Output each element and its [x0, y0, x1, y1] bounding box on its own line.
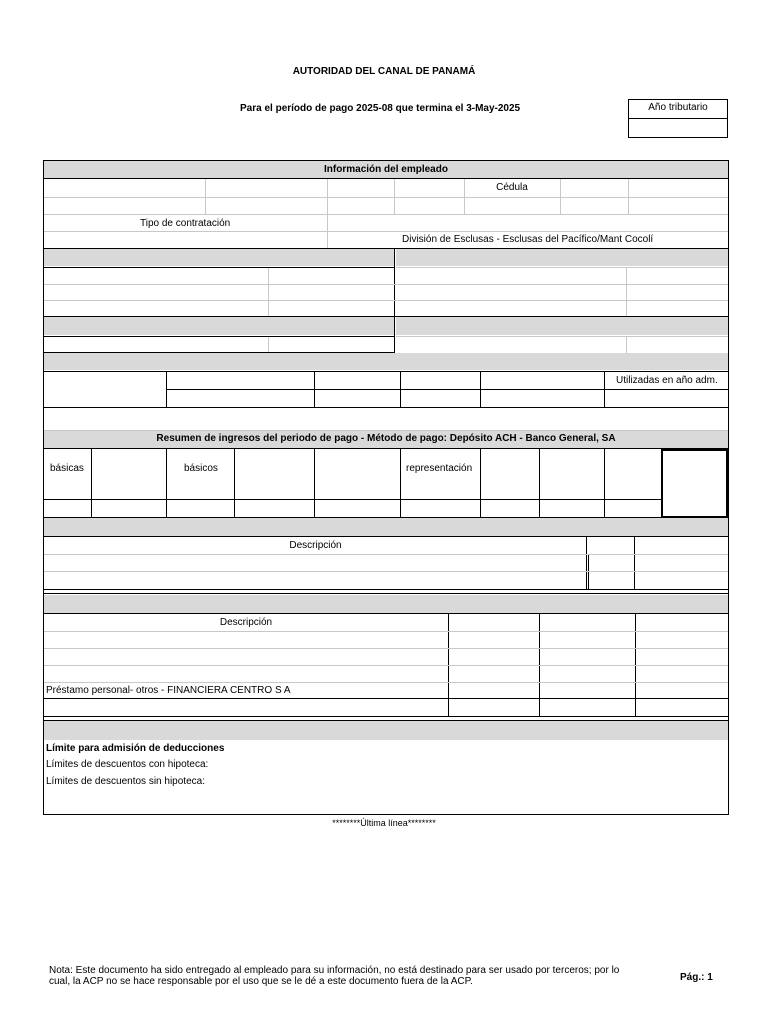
section-1-header — [44, 518, 728, 536]
right-subsection-header-2 — [396, 317, 728, 335]
deductions-header — [44, 595, 728, 613]
pay-period-line: Para el período de pago 2025-08 que termina el 3-May-2025 — [240, 103, 521, 114]
left-subsection-header-2 — [44, 317, 394, 335]
cedula-label: Cédula — [496, 182, 528, 193]
division-value: División de Esclusas - Esclusas del Pacífico/Mant Cocolí — [402, 234, 654, 245]
limits-header — [44, 721, 728, 740]
used-admin-year-label: Utilizadas en año adm. — [616, 375, 718, 386]
basic-wages-header: básicos — [184, 463, 218, 474]
last-line-marker: ********Última línea******** — [332, 818, 436, 828]
deductions-description-header: Descripción — [219, 617, 273, 628]
organization-title: AUTORIDAD DEL CANAL DE PANAMÁ — [292, 66, 476, 77]
limits-with-mortgage: Límites de descuentos con hipoteca: — [46, 759, 209, 770]
basic-hours-header: básicas — [50, 463, 84, 474]
leave-section-header — [44, 353, 728, 370]
tax-year-box — [628, 99, 728, 138]
section-1-description-header: Descripción — [289, 540, 342, 551]
footer-note-line-2: cual, la ACP no se hace responsable por el uso que se le dé a este documento fuera de la ACP. — [49, 976, 473, 987]
page-number: Pág.: 1 — [680, 972, 713, 983]
left-subsection-header — [44, 249, 394, 266]
limits-title: Límite para admisión de deducciones — [46, 743, 225, 754]
income-summary-title: Resumen de ingresos del periodo de pago - Método de pago: Depósito ACH - Banco General, SA — [156, 433, 616, 444]
right-subsection-header — [396, 249, 728, 266]
income-total-box — [661, 449, 728, 518]
tax-year-label: Año tributario — [648, 102, 708, 113]
footer-note-line-1: Nota: Este documento ha sido entregado al empleado para su información, no está destinado para ser usado por terceros; por lo — [49, 965, 620, 976]
contract-type-label: Tipo de contratación — [140, 218, 231, 229]
employee-info-title: Información del empleado — [324, 164, 448, 175]
representation-header: representación — [406, 463, 473, 474]
limits-without-mortgage: Límites de descuentos sin hipoteca: — [46, 776, 205, 787]
deduction-row: Préstamo personal- otros - FINANCIERA CENTRO S A — [46, 685, 291, 696]
